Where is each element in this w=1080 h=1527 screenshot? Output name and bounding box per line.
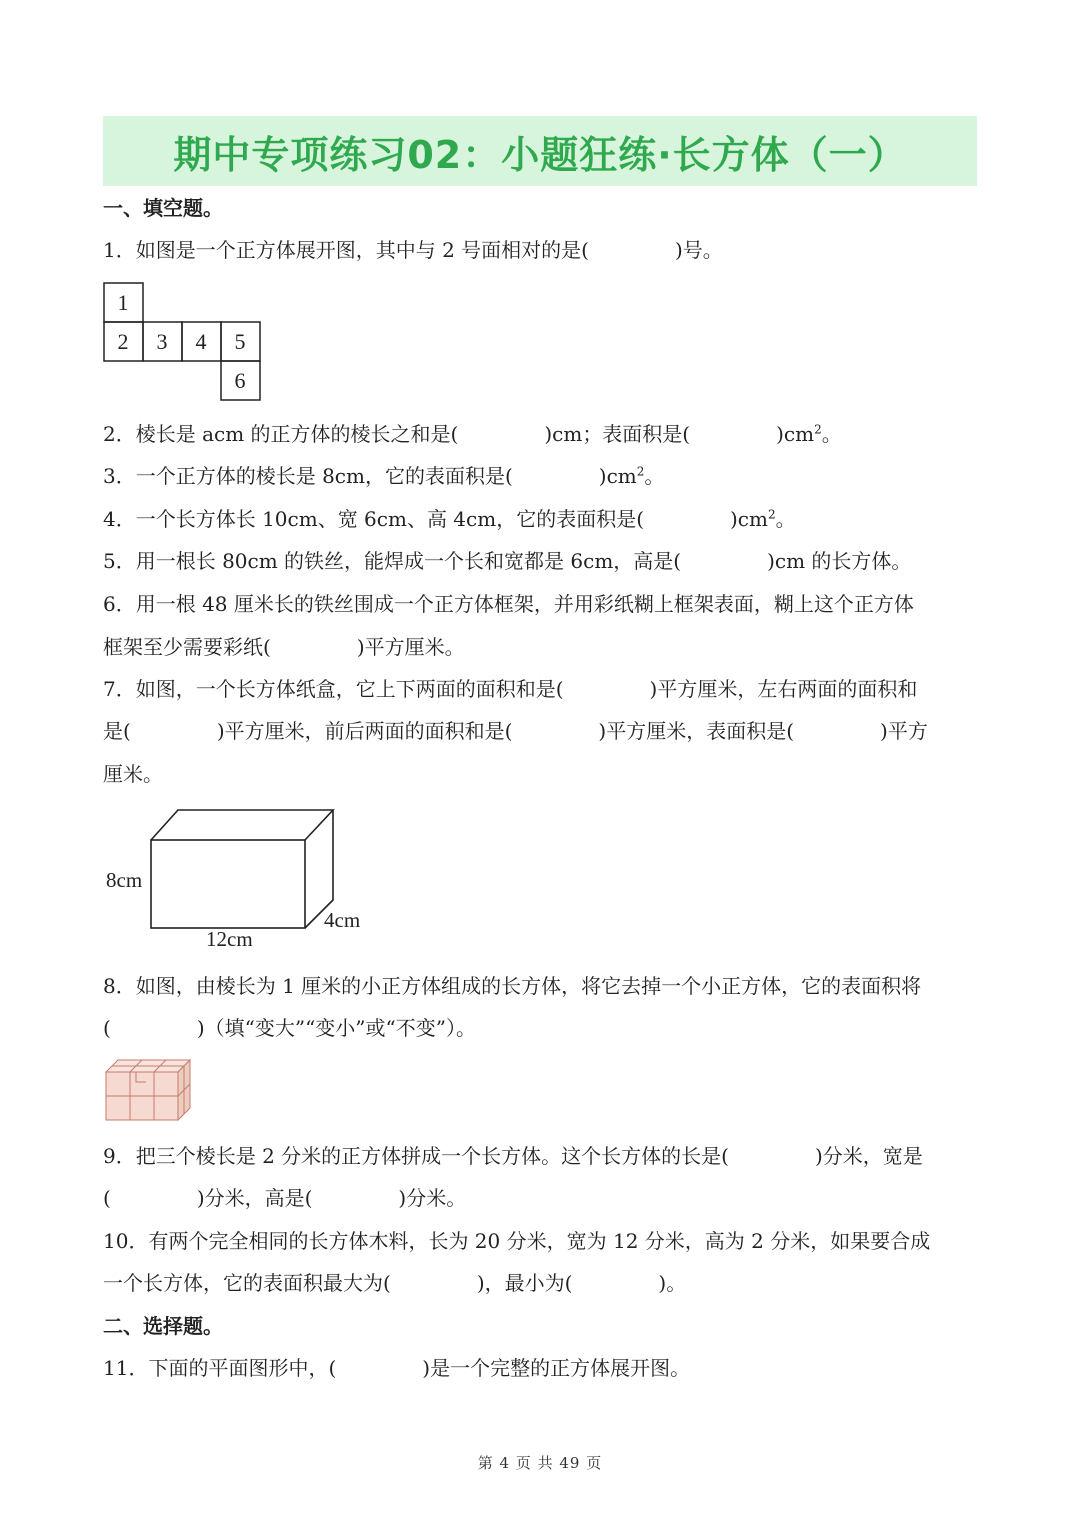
cube-net-figure (103, 282, 263, 402)
question-10-line-1: 10．有两个完全相同的长方体木料，长为 20 分米，宽为 12 分米，高为 2 分米，如果要合成 (103, 1229, 931, 1253)
page-title: 期中专项练习02：小题狂练·长方体（一） (173, 132, 907, 177)
question-1: 1．如图是一个正方体展开图，其中与 2 号面相对的是( )号。 (103, 238, 723, 262)
question-9-line-2: ( )分米，高是( )分米。 (103, 1186, 467, 1210)
small-cubes-figure (106, 1058, 192, 1124)
width-label: 4cm (324, 908, 361, 932)
length-label: 12cm (206, 927, 253, 951)
question-9-line-1: 9．把三个棱长是 2 分米的正方体拼成一个长方体。这个长方体的长是( )分米，宽是 (103, 1144, 923, 1168)
cuboid-figure (103, 808, 383, 958)
net-label-3: 3 (156, 329, 168, 354)
question-7-line-1: 7．如图，一个长方体纸盒，它上下两面的面积和是( )平方厘米，左右两面的面积和 (103, 677, 918, 701)
question-10-line-2: 一个长方体，它的表面积最大为( )，最小为( )。 (103, 1271, 687, 1295)
question-8-line-2: ( )（填“变大”“变小”或“不变”）。 (103, 1016, 476, 1040)
page-footer: 第 4 页 共 49 页 (477, 1454, 603, 1472)
net-label-4: 4 (195, 329, 207, 354)
question-8-line-1: 8．如图，由棱长为 1 厘米的小正方体组成的长方体，将它去掉一个小正方体，它的表面积将 (103, 974, 922, 998)
question-2: 2．棱长是 acm 的正方体的棱长之和是( )cm；表面积是( )$cm^2$。 (103, 422, 842, 446)
section-heading-choice: 二、选择题。 (103, 1314, 223, 1338)
question-11: 11．下面的平面图形中，( )是一个完整的正方体展开图。 (103, 1356, 691, 1380)
question-4: 4．一个长方体长 10cm、宽 6cm、高 4cm，它的表面积是( )$cm^2$。 (103, 507, 796, 531)
cuboid-front-face (151, 840, 305, 928)
question-7-line-2: 是( )平方厘米，前后两面的面积和是( )平方厘米，表面积是( )平方 (103, 719, 928, 743)
height-label: 8cm (106, 868, 143, 892)
title-banner (103, 116, 977, 186)
question-3: 3．一个正方体的棱长是 8cm，它的表面积是( )$cm^2$。 (103, 464, 665, 488)
question-7-line-3: 厘米。 (103, 762, 163, 786)
net-label-1: 1 (117, 290, 129, 315)
net-label-5: 5 (234, 329, 246, 354)
section-heading-fill-blank: 一、填空题。 (103, 196, 223, 220)
net-label-2: 2 (117, 329, 129, 354)
question-5: 5．用一根长 80cm 的铁丝，能焊成一个长和宽都是 6cm，高是( )cm 的长方体。 (103, 549, 912, 573)
net-label-6: 6 (234, 368, 246, 393)
cuboid-top-face (151, 810, 333, 840)
question-6-line-1: 6．用一根 48 厘米长的铁丝围成一个正方体框架，并用彩纸糊上框架表面，糊上这个正方体 (103, 592, 914, 616)
question-6-line-2: 框架至少需要彩纸( )平方厘米。 (103, 635, 465, 659)
